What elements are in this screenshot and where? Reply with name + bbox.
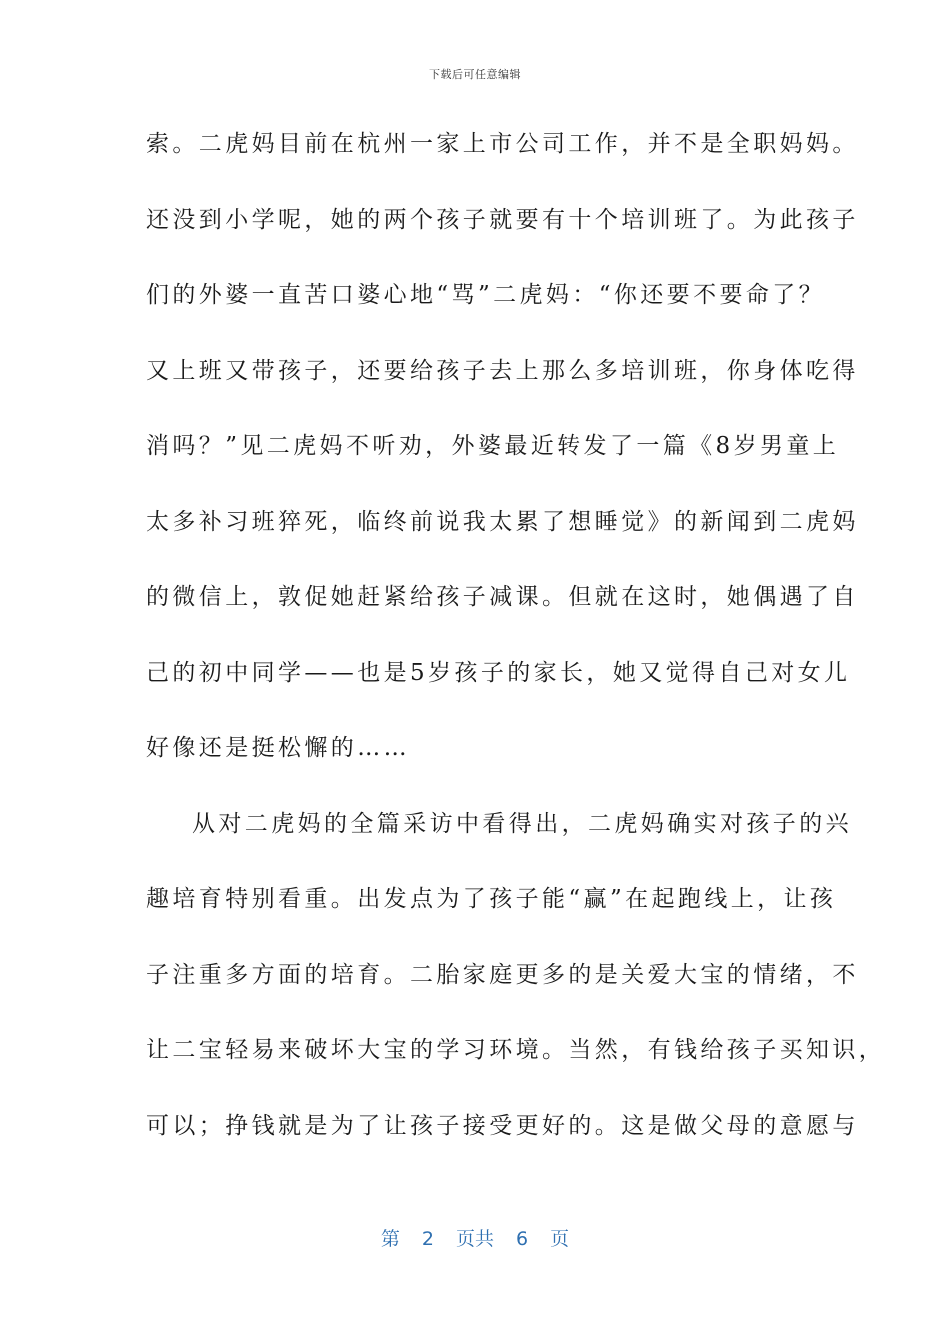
paragraph-start-line: 从对二虎妈的全篇采访中看得出，二虎妈确实对孩子的兴 [192,810,852,837]
text-line: 又上班又带孩子，还要给孩子去上那么多培训班，你身体吃得 [146,357,859,384]
text-line: 的微信上，敦促她赶紧给孩子减课。但就在这时，她偶遇了自 [146,584,859,610]
footer-middle: 页共 [455,1228,494,1250]
text-line: 子注重多方面的培育。二胎家庭更多的是关爱大宝的情绪，不 [146,961,859,988]
text-line: 还没到小学呢，她的两个孩子就要有十个培训班了。为此孩子 [146,206,859,233]
text-line: 太多补习班猝死，临终前说我太累了想睡觉》的新闻到二虎妈 [146,508,859,535]
current-page-number: 2 [421,1228,434,1250]
text-line: 索。二虎妈目前在杭州一家上市公司工作，并不是全职妈妈。 [146,131,859,157]
text-line: 让二宝轻易来破坏大宝的学习环境。当然，有钱给孩子买知识， [146,1037,886,1063]
text-line: 们的外婆一直苦口婆心地“骂”二虎妈：“你还要不要命了？ [146,282,826,308]
text-line: 己的初中同学——也是5岁孩子的家长，她又觉得自己对女儿 [146,659,851,686]
text-line: 可以；挣钱就是为了让孩子接受更好的。这是做父母的意愿与 [146,1112,859,1139]
total-page-number: 6 [516,1228,529,1250]
page-header: 下载后可任意编辑 [429,68,521,81]
page-footer [0,1224,950,1251]
text-line: 好像还是挺松懈的…… [146,735,410,761]
text-line: 消吗？”见二虎妈不听劝，外婆最近转发了一篇《8岁男童上 [146,433,840,459]
footer-suffix: 页 [550,1228,570,1250]
document-body [146,116,886,1173]
text-line: 趣培育特别看重。出发点为了孩子能“赢”在起跑线上，让孩 [146,886,837,912]
footer-prefix: 第 [380,1228,400,1250]
